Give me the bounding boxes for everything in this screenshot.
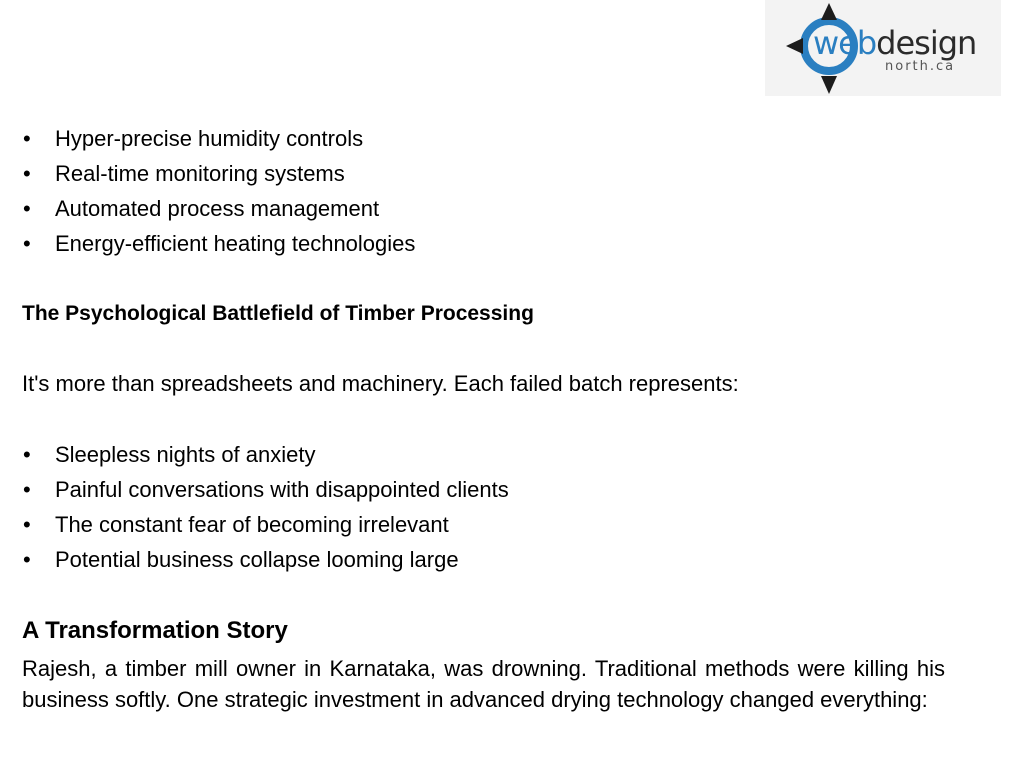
logo-word-design: design xyxy=(876,24,977,62)
story-heading: A Transformation Story xyxy=(22,617,288,644)
list-item xyxy=(22,437,509,472)
list-item xyxy=(22,472,509,507)
features-list xyxy=(22,121,415,261)
list-item xyxy=(22,156,415,191)
list-item-text: Automated process management xyxy=(55,196,380,221)
list-item xyxy=(22,226,415,261)
consequences-list xyxy=(22,437,509,577)
list-item-text: Energy-efficient heating technologies xyxy=(55,231,416,256)
list-item-text: The constant fear of becoming irrelevant xyxy=(55,512,449,537)
list-item-text: Potential business collapse looming large xyxy=(55,547,459,572)
list-item-text: Painful conversations with disappointed clients xyxy=(55,477,509,502)
list-item-text: Sleepless nights of anxiety xyxy=(55,442,316,467)
list-item xyxy=(22,191,415,226)
bullet-icon: • xyxy=(23,512,31,537)
bullet-icon: • xyxy=(23,126,31,151)
list-item-text: Real-time monitoring systems xyxy=(55,161,345,186)
bullet-icon: • xyxy=(23,477,31,502)
bullet-icon: • xyxy=(23,547,31,572)
bullet-icon: • xyxy=(23,196,31,221)
list-item xyxy=(22,507,509,542)
story-paragraph: Rajesh, a timber mill owner in Karnataka, was drowning. Traditional methods were killing his business softly. One strategic investment in advanced drying technology changed everything: xyxy=(22,656,945,712)
webdesign-north-logo xyxy=(765,0,1001,96)
section-heading: The Psychological Battlefield of Timber Processing xyxy=(22,302,534,325)
bullet-icon: • xyxy=(23,442,31,467)
list-item-text: Hyper-precise humidity controls xyxy=(55,126,364,151)
list-item xyxy=(22,121,415,156)
intro-paragraph: It's more than spreadsheets and machinery. Each failed batch represents: xyxy=(22,371,739,396)
logo-wordmark xyxy=(813,25,976,61)
list-item xyxy=(22,542,509,577)
logo-subtitle: north.ca xyxy=(885,59,956,74)
bullet-icon: • xyxy=(23,161,31,186)
logo-word-web: web xyxy=(813,24,877,62)
bullet-icon: • xyxy=(23,231,31,256)
